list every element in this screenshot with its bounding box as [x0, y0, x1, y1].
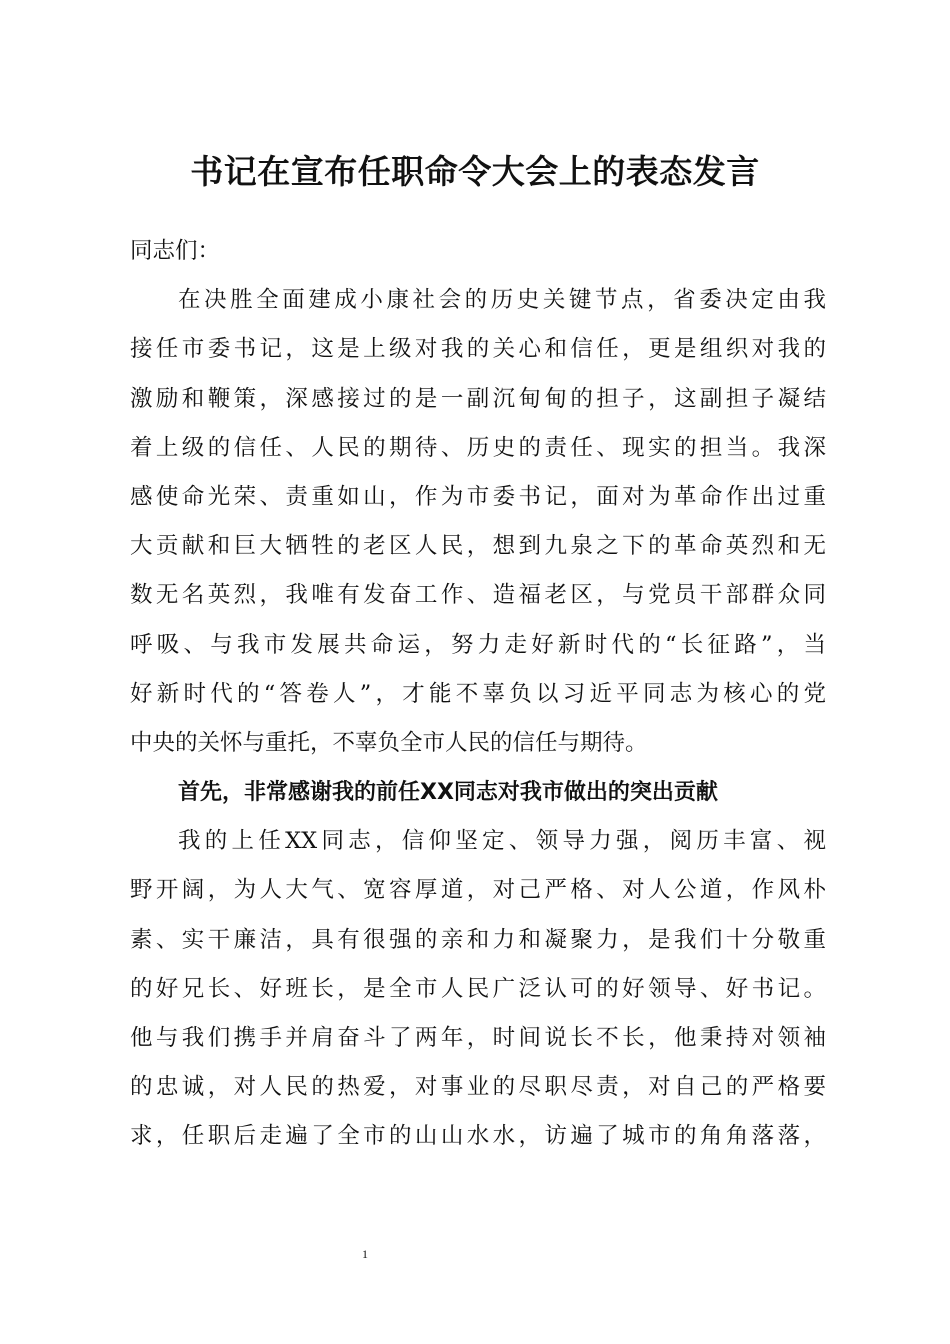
section-heading: 首先，非常感谢我的前任XX同志对我市做出的突出贡献 — [178, 780, 718, 806]
document-body — [130, 227, 826, 1162]
paragraph-line: 接任市委书记，这是上级对我的关心和信任，更是组织对我的 — [130, 336, 826, 363]
paragraph-1 — [130, 276, 826, 768]
paragraph-line: 野开阔，为人大气、宽容厚道，对己严格、对人公道，作风朴 — [130, 877, 826, 904]
paragraph-line: 大贡献和巨大牺牲的老区人民，想到九泉之下的革命英烈和无 — [130, 533, 826, 560]
paragraph-line: 的忠诚，对人民的热爱，对事业的尽职尽责，对自己的严格要 — [130, 1074, 826, 1101]
paragraph-line: 在决胜全面建成小康社会的历史关键节点，省委决定由我 — [178, 287, 826, 314]
paragraph-line: 中央的关怀与重托，不辜负全市人民的信任与期待。 — [130, 729, 648, 756]
paragraph-line: 激励和鞭策，深感接过的是一副沉甸甸的担子，这副担子凝结 — [130, 385, 826, 412]
paragraph-line: 素、实干廉洁，具有很强的亲和力和凝聚力，是我们十分敬重 — [130, 926, 826, 953]
paragraph-line: 数无名英烈，我唯有发奋工作、造福老区，与党员干部群众同 — [130, 582, 826, 609]
paragraph-2 — [130, 817, 826, 1161]
salutation: 同志们： — [130, 238, 221, 264]
paragraph-line: 感使命光荣、责重如山，作为市委书记，面对为革命作出过重 — [130, 483, 826, 510]
page-number: 1 — [362, 1247, 368, 1261]
paragraph-line: 好新时代的“答卷人”，才能不辜负以习近平同志为核心的党 — [130, 680, 826, 707]
paragraph-line: 求，任职后走遍了全市的山山水水，访遍了城市的角角落落， — [130, 1123, 826, 1150]
paragraph-line: 我的上任XX同志，信仰坚定、领导力强，阅历丰富、视 — [178, 828, 826, 855]
document-title: 书记在宣布任职命令大会上的表态发言 — [190, 152, 760, 191]
paragraph-line: 的好兄长、好班长，是全市人民广泛认可的好领导、好书记。 — [130, 975, 826, 1002]
paragraph-line: 呼吸、与我市发展共命运，努力走好新时代的“长征路”，当 — [130, 631, 826, 658]
paragraph-line: 着上级的信任、人民的期待、历史的责任、现实的担当。我深 — [130, 434, 826, 461]
paragraph-line: 他与我们携手并肩奋斗了两年，时间说长不长，他秉持对领袖 — [130, 1025, 826, 1051]
